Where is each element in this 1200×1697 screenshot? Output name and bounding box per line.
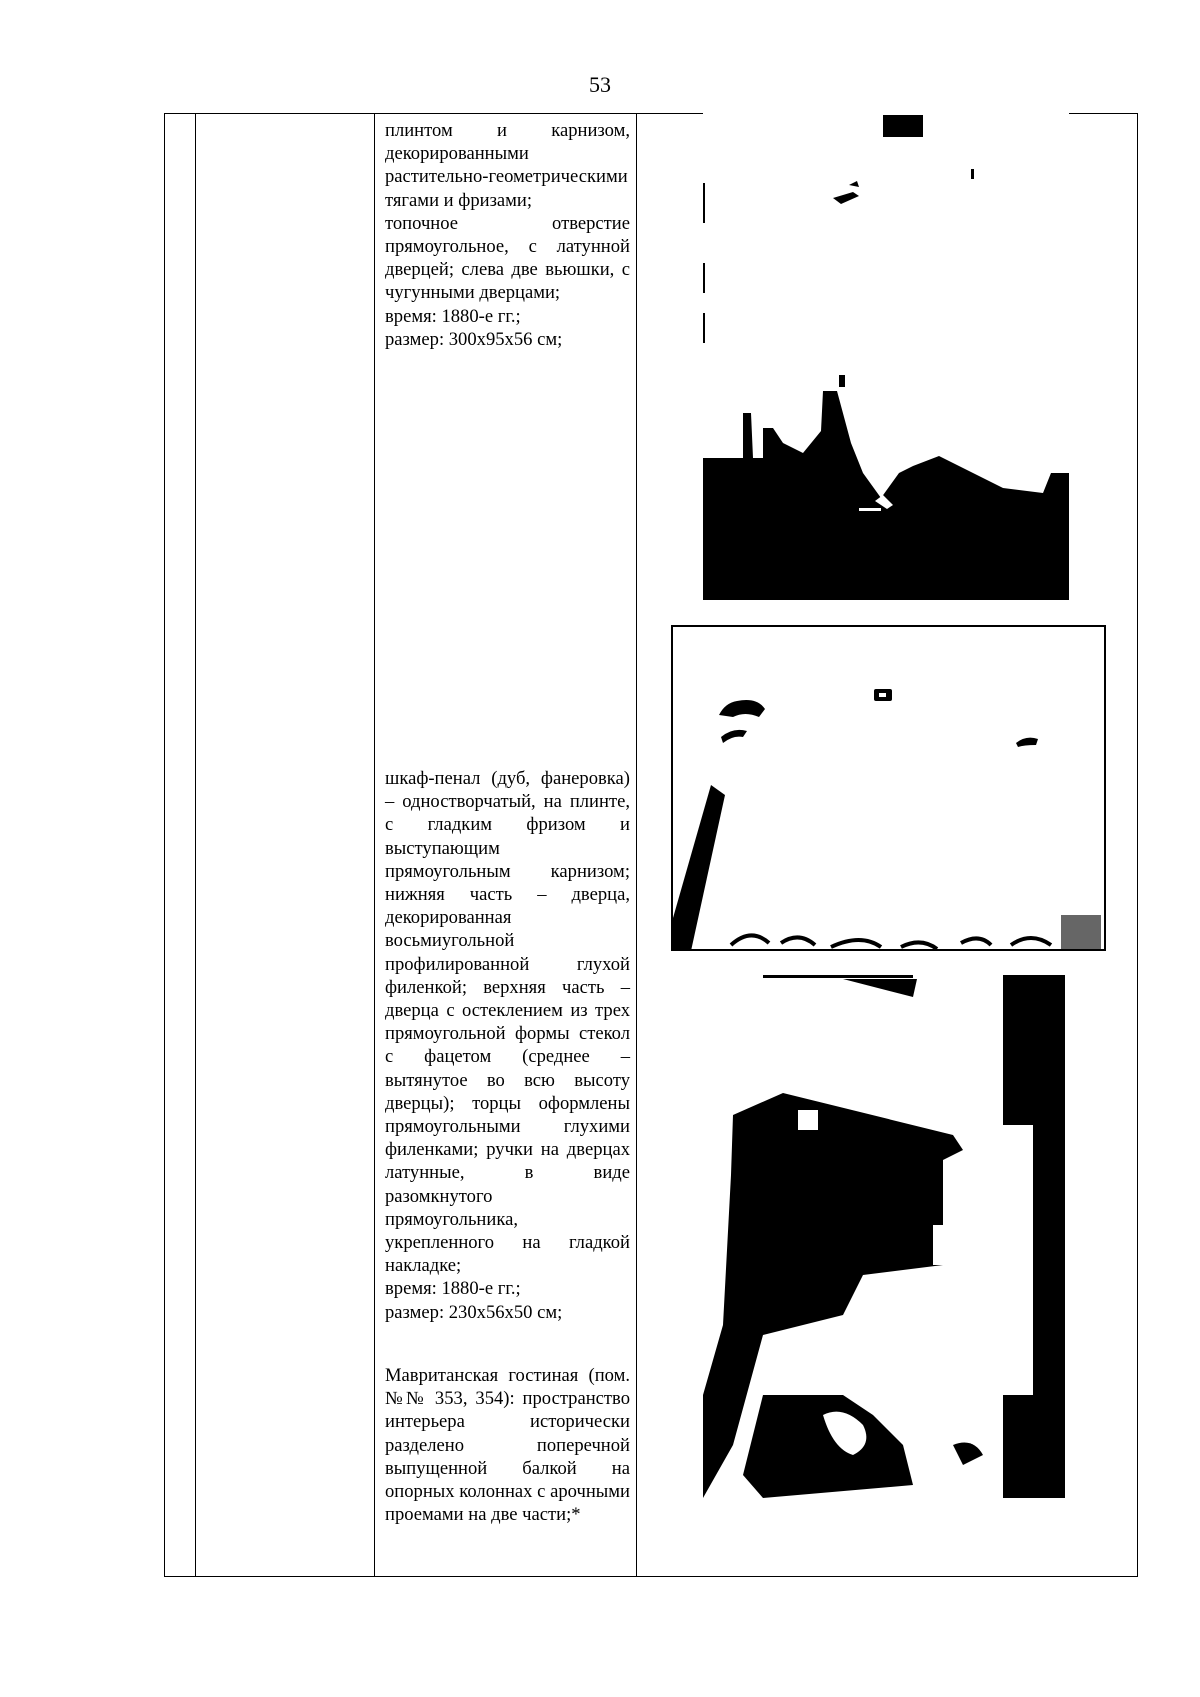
cabinet-description: [385, 767, 630, 1324]
cabinet-size: размер: 230х56х50 см;: [385, 1301, 563, 1323]
column-divider: [195, 114, 196, 1576]
page-number: 53: [589, 72, 611, 97]
stove-text-2: топочное отверстие прямоугольное, с латунной дверцей; слева две вьюшки, с чугунными дверцами;: [385, 212, 630, 304]
stove-text-1: плинтом и карнизом, декорированными растительно-геометрическими тягами и фризами;: [385, 120, 630, 211]
moorish-room-text: Мавританская гостиная (пом. №№ 353, 354): пространство интерьера исторически разделено поперечной выпущенной балкой на опорных колоннах с арочными проемами на две части;*: [385, 1365, 630, 1526]
cabinet-photo: [703, 975, 1065, 1498]
cabinet-cornice-photo: [671, 625, 1106, 951]
cabinet-text: шкаф-пенал (дуб, фанеровка) – одностворчатый, на плинте, с гладким фризом и выступающим прямоугольным карнизом; нижняя часть – дверца, декорированная восьмиугольной профилированной глухой филенкой; верхняя часть – дверца с остеклением из трех прямоугольной формы стекол с фацетом (среднее – вытянутое во всю высоту дверцы); торцы оформлены прямоугольными глухими филенками; ручки на дверцах латунные, в виде разомкнутого прямоугольника, укрепленного на гладкой накладке;: [385, 768, 630, 1277]
stove-description: [385, 119, 630, 351]
column-divider: [636, 114, 637, 1576]
stove-size: размер: 300х95х56 см;: [385, 328, 563, 350]
stove-photo: [703, 113, 1069, 600]
cabinet-time: время: 1880-е гг.;: [385, 1278, 521, 1300]
column-divider: [374, 114, 375, 1576]
moorish-room-description: [385, 1364, 630, 1526]
stove-time: время: 1880-е гг.;: [385, 305, 521, 327]
